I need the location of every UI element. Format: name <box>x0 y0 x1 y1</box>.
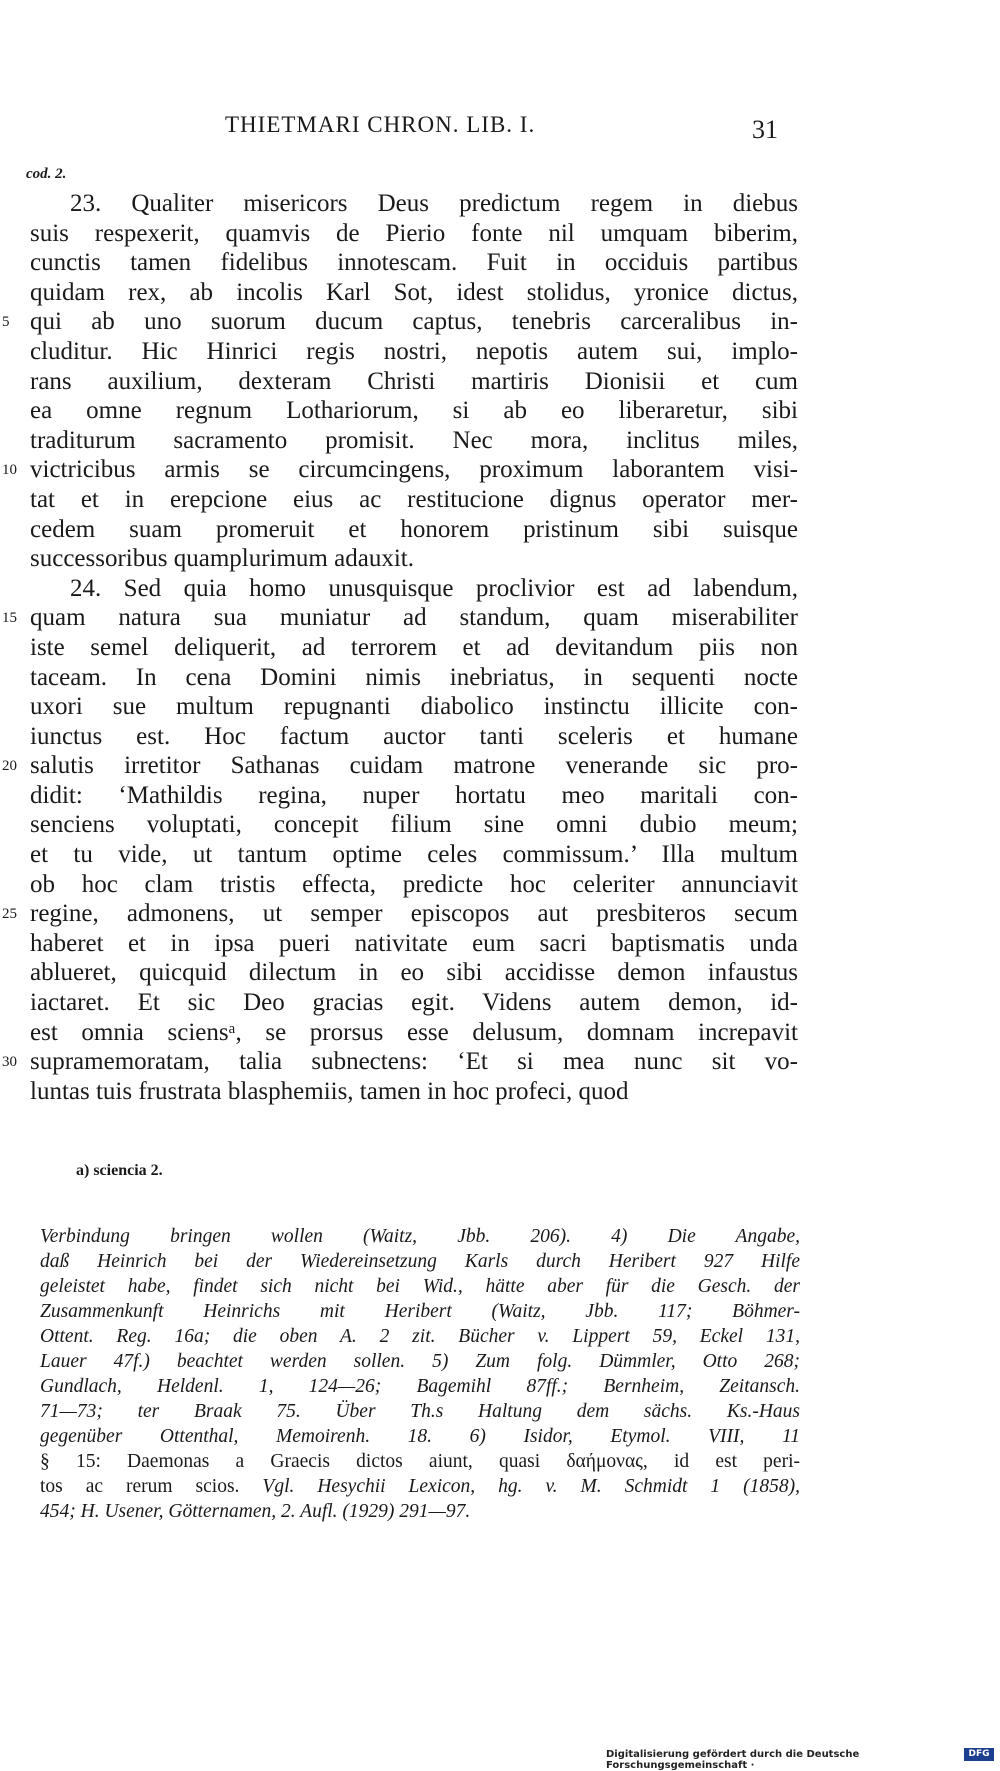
line-text: victricibus armis se circumcingens, proximum laborantem visi- <box>30 456 798 484</box>
line-number: 30 <box>2 1054 17 1071</box>
line-text: est omnia sciensᵃ, se prorsus esse delusum, domnam increpavit <box>30 1018 798 1046</box>
line-text: ablueret, quicquid dilectum in eo sibi accidisse demon infaustus <box>30 959 798 987</box>
commentary-line <box>40 1474 800 1499</box>
text-line <box>2 751 798 781</box>
text-line <box>30 426 798 456</box>
line-text: ob hoc clam tristis effecta, predicte hoc celeriter annunciavit <box>30 870 798 898</box>
text-line <box>30 219 798 249</box>
line-text: traditurum sacramento promisit. Nec mora, inclitus miles, <box>30 426 798 454</box>
commentary-italic-text: Vgl. Hesychii Lexicon, hg. v. M. Schmidt 1 (1858), <box>239 1476 800 1497</box>
line-text: quam natura sua muniatur ad standum, quam miserabiliter <box>30 604 798 632</box>
line-text: iunctus est. Hoc factum auctor tanti sceleris et humane <box>30 722 798 750</box>
line-text: tat et in erepcione eius ac restitucione dignus operator mer- <box>30 485 798 513</box>
critical-apparatus: a) sciencia 2. <box>76 1162 163 1179</box>
line-text: ea omne regnum Lothariorum, si ab eo liberaretur, sibi <box>30 397 798 425</box>
line-number: 10 <box>2 462 17 479</box>
line-text: cluditur. Hic Hinrici regis nostri, nepotis autem sui, implo- <box>30 337 798 365</box>
line-number: 20 <box>2 758 17 775</box>
text-line <box>30 1018 798 1048</box>
commentary-line: gegenüber Ottenthal, Memoirenh. 18. 6) Isidor, Etymol. VIII, 11 <box>40 1426 800 1447</box>
page-number: 31 <box>752 115 778 144</box>
text-line <box>30 929 798 959</box>
text-line <box>30 337 798 367</box>
text-line <box>30 574 798 604</box>
commentary-line: Ottent. Reg. 16a; die oben A. 2 zit. Bücher v. Lippert 59, Eckel 131, <box>40 1326 800 1347</box>
text-line <box>2 307 798 337</box>
text-line <box>30 515 798 545</box>
line-text: senciens voluptati, concepit filium sine omni dubio meum; <box>30 811 798 839</box>
commentary-upright-text: tos ac rerum scios. <box>40 1476 240 1497</box>
line-number: 25 <box>2 906 17 923</box>
line-text: qui ab uno suorum ducum captus, tenebris carceralibus in- <box>30 308 798 336</box>
line-text: supramemoratam, talia subnectens: ‘Et si mea nunc sit vo- <box>30 1048 798 1076</box>
line-text: et tu vide, ut tantum optime celes commissum.’ Illa multum <box>30 841 798 869</box>
line-text: haberet et in ipsa pueri nativitate eum sacri baptismatis unda <box>30 929 798 957</box>
commentary-line: Lauer 47f.) beachtet werden sollen. 5) Zum folg. Dümmler, Otto 268; <box>40 1351 800 1372</box>
line-text: iste semel deliquerit, ad terrorem et ad devitandum piis non <box>30 633 798 661</box>
text-line <box>30 663 798 693</box>
line-text: 23. Qualiter misericors Deus predictum regem in diebus <box>70 190 798 217</box>
line-text: didit: ‘Mathildis regina, nuper hortatu meo maritali con- <box>30 781 798 809</box>
commentary-line: 71—73; ter Braak 75. Über Th.s Haltung dem sächs. Ks.-Haus <box>40 1401 800 1422</box>
line-text: salutis irretitor Sathanas cuidam matrone venerande sic pro- <box>30 752 798 780</box>
line-text: regine, admonens, ut semper episcopos aut presbiteros secum <box>30 900 798 928</box>
line-number: 5 <box>2 314 10 331</box>
dfg-logo: DFG <box>964 1748 994 1761</box>
line-text: luntas tuis frustrata blasphemiis, tamen in hoc profeci, quod <box>30 1077 629 1105</box>
line-text: suis respexerit, quamvis de Pierio fonte nil umquam biberim, <box>30 219 798 247</box>
commentary-line: Zusammenkunft Heinrichs mit Heribert (Waitz, Jbb. 117; Böhmer- <box>40 1301 800 1322</box>
commentary-line: Verbindung bringen wollen (Waitz, Jbb. 206). 4) Die Angabe, <box>40 1226 800 1247</box>
text-line <box>30 781 798 811</box>
commentary-line: geleistet habe, findet sich nicht bei Wid., hätte aber für die Gesch. der <box>40 1276 800 1297</box>
line-text: taceam. In cena Domini nimis inebriatus, in sequenti nocte <box>30 663 798 691</box>
text-line <box>30 840 798 870</box>
text-line <box>2 1047 798 1077</box>
text-line <box>30 278 798 308</box>
line-text: 24. Sed quia homo unusquisque proclivior est ad labendum, <box>70 574 798 602</box>
commentary-upright-text: § 15: Daemonas a Graecis dictos aiunt, quasi δαήμονας, id est peri- <box>40 1451 800 1472</box>
commentary-notes <box>40 1224 800 1524</box>
text-line <box>30 692 798 722</box>
line-text: cedem suam promeruit et honorem pristinum sibi suisque <box>30 515 798 543</box>
text-line <box>30 958 798 988</box>
running-title: THIETMARI CHRON. LIB. I. <box>225 112 536 137</box>
text-line <box>30 722 798 752</box>
main-text <box>2 189 798 1106</box>
text-line <box>30 396 798 426</box>
manuscript-siglum: cod. 2. <box>26 166 67 182</box>
line-number: 15 <box>2 610 17 627</box>
text-line <box>30 988 798 1018</box>
line-text: rans auxilium, dexteram Christi martiris Dionisii et cum <box>30 367 798 395</box>
line-text: quidam rex, ab incolis Karl Sot, idest stolidus, yronice dictus, <box>30 278 798 306</box>
line-text: cunctis tamen fidelibus innotescam. Fuit in occiduis partibus <box>30 249 798 277</box>
text-line <box>2 455 798 485</box>
text-line <box>2 603 798 633</box>
line-text: iactaret. Et sic Deo gracias egit. Videns autem demon, id- <box>30 989 798 1017</box>
commentary-line: Gundlach, Heldenl. 1, 124—26; Bagemihl 87ff.; Bernheim, Zeitansch. <box>40 1376 800 1397</box>
text-line <box>30 544 798 574</box>
digitization-credit: Digitalisierung gefördert durch die Deutsche Forschungsgemeinschaft · <box>606 1749 860 1771</box>
text-line <box>30 1077 798 1107</box>
text-line <box>30 633 798 663</box>
commentary-line <box>40 1449 800 1474</box>
text-line <box>30 810 798 840</box>
commentary-line: 454; H. Usener, Götternamen, 2. Aufl. (1929) 291—97. <box>40 1501 471 1522</box>
line-text: uxori sue multum repugnanti diabolico instinctu illicite con- <box>30 693 798 721</box>
text-line <box>30 485 798 515</box>
page-header <box>0 112 1000 152</box>
text-line <box>30 367 798 397</box>
text-line <box>30 248 798 278</box>
text-line <box>2 899 798 929</box>
text-line <box>30 870 798 900</box>
text-line <box>30 189 798 219</box>
line-text: successoribus quamplurimum adauxit. <box>30 545 414 573</box>
commentary-line: daß Heinrich bei der Wiedereinsetzung Karls durch Heribert 927 Hilfe <box>40 1251 800 1272</box>
